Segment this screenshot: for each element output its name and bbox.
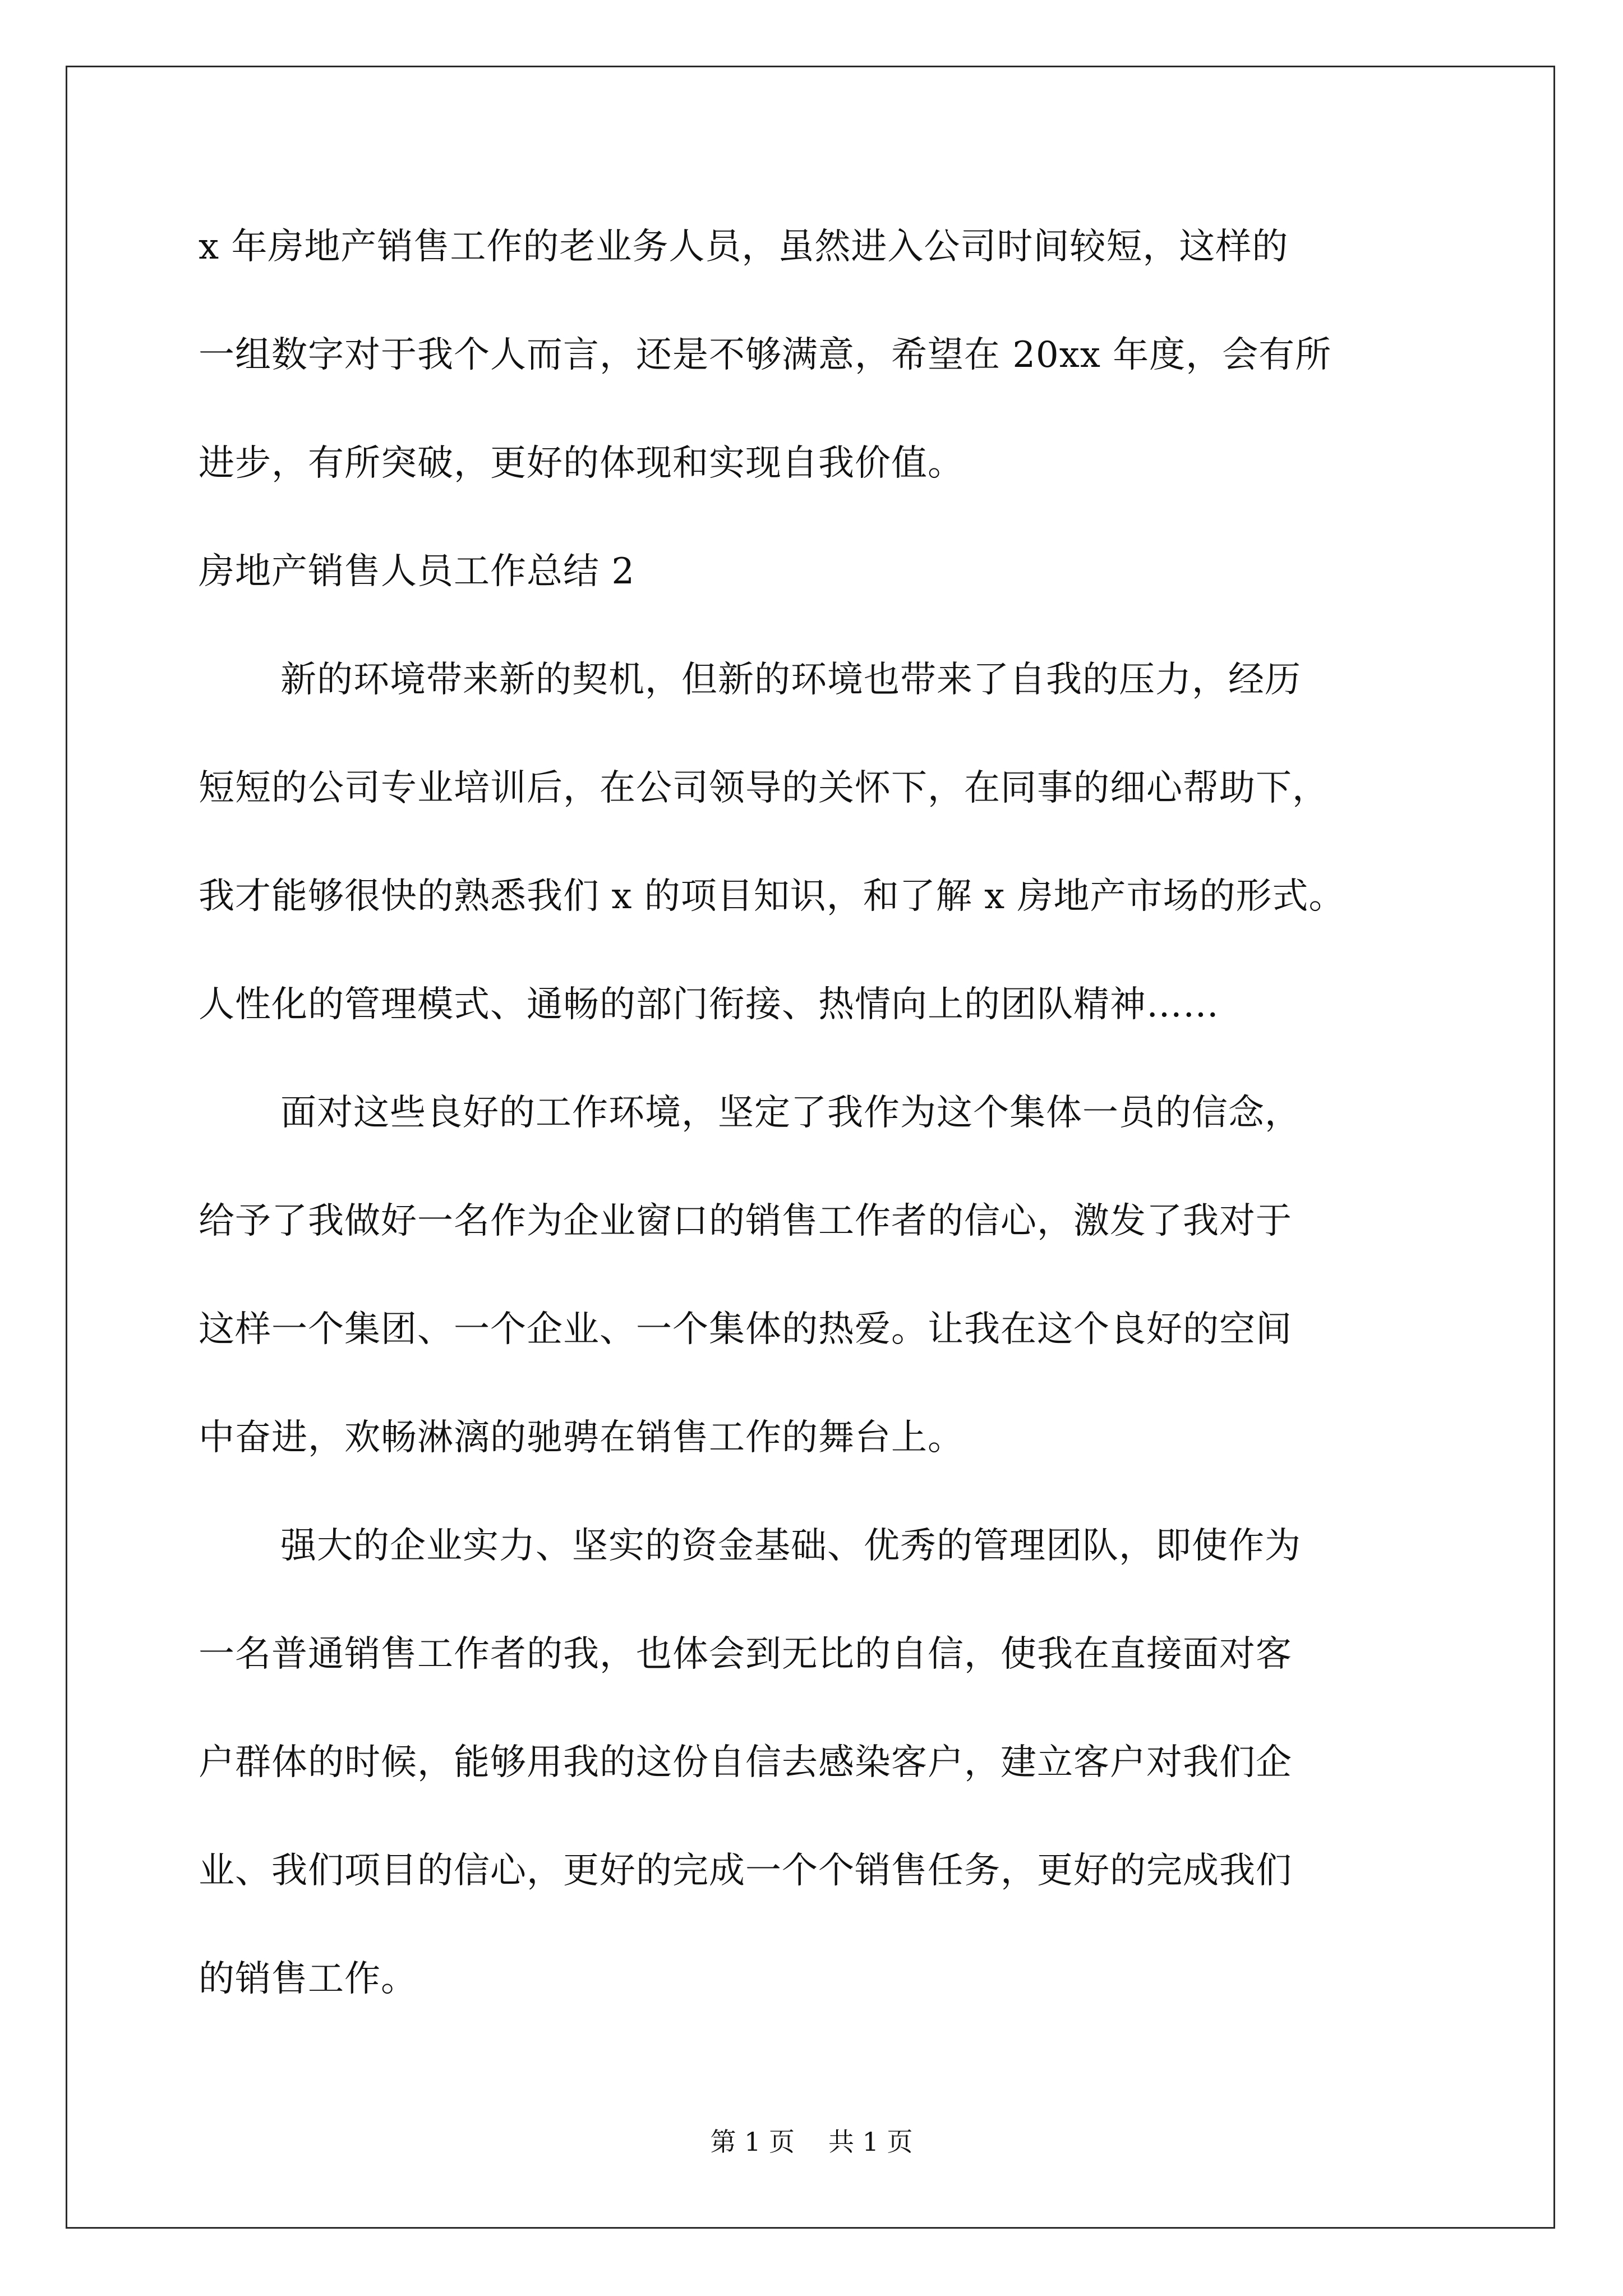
page-border — [66, 66, 1555, 2229]
body-line: 户群体的时候，能够用我的这份自信去感染客户，建立客户对我们企 — [199, 1742, 1292, 1783]
page-footer — [0, 2125, 1623, 2159]
body-line: 新的环境带来新的契机，但新的环境也带来了自我的压力，经历 — [280, 659, 1301, 701]
body-line: 面对这些良好的工作环境，坚定了我作为这个集体一员的信念， — [280, 1092, 1301, 1134]
section-heading: 房地产销售人员工作总结 2 — [199, 551, 635, 592]
body-line: 短短的公司专业培训后，在公司领导的关怀下，在同事的细心帮助下， — [199, 767, 1329, 809]
body-line: 中奋进，欢畅淋漓的驰骋在销售工作的舞台上。 — [199, 1417, 964, 1458]
page-total: 共 1 页 — [828, 2127, 913, 2157]
body-line: 业、我们项目的信心，更好的完成一个个销售任务，更好的完成我们 — [199, 1850, 1292, 1892]
body-line: 人性化的管理模式、通畅的部门衔接、热情向上的团队精神…… — [199, 984, 1219, 1025]
body-line: x 年房地产销售工作的老业务人员，虽然进入公司时间较短，这样的 — [199, 226, 1289, 268]
body-line: 我才能够很快的熟悉我们 x 的项目知识，和了解 x 房地产市场的形式。 — [199, 876, 1345, 917]
body-line: 的销售工作。 — [199, 1958, 417, 2000]
body-line: 一名普通销售工作者的我，也体会到无比的自信，使我在直接面对客 — [199, 1634, 1292, 1675]
body-line: 给予了我做好一名作为企业窗口的销售工作者的信心，激发了我对于 — [199, 1200, 1292, 1242]
body-line: 强大的企业实力、坚实的资金基础、优秀的管理团队，即使作为 — [280, 1525, 1301, 1567]
page-number: 第 1 页 — [710, 2127, 795, 2157]
body-line: 一组数字对于我个人而言，还是不够满意，希望在 20xx 年度，会有所 — [199, 334, 1332, 376]
body-line: 这样一个集团、一个企业、一个集体的热爱。让我在这个良好的空间 — [199, 1309, 1292, 1350]
body-line: 进步，有所突破，更好的体现和实现自我价值。 — [199, 443, 964, 484]
